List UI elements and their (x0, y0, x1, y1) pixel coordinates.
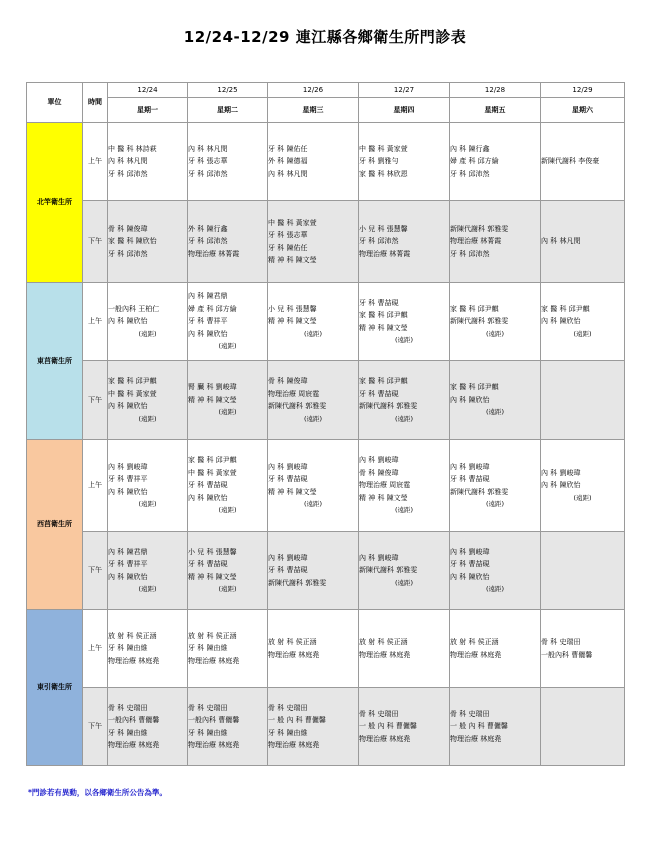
doctor-entry: 牙 科 陳由維 (108, 644, 148, 653)
doctor-entry: 物理治療 周宸霆 (268, 389, 320, 398)
doctor-entry: 精 神 科 陳文瑩 (359, 323, 408, 332)
schedule-cell (541, 361, 625, 440)
doctor-entry: 新陳代謝科 郭雅雯 (359, 402, 418, 410)
date-header: 12/29 (541, 83, 625, 98)
doctor-entry: 物理治療 林菁霞 (188, 249, 240, 258)
schedule-cell (268, 201, 359, 283)
doctor-entry: 家 醫 科 邱尹麒 (359, 311, 408, 319)
date-header: 12/26 (268, 83, 359, 98)
doctor-entry: 新陳代謝科 郭雅雯 (268, 402, 327, 410)
doctor-entry: 骨 科 陳俊瑋 (359, 468, 399, 477)
schedule-cell (268, 440, 359, 532)
schedule-cell (359, 440, 450, 532)
schedule-cell (188, 123, 268, 201)
weekday-header: 星期一 (108, 98, 188, 123)
doctor-entry: 牙 科 曹喆硯 (188, 481, 228, 490)
schedule-row (27, 532, 625, 610)
doctor-entry: 物理治療 林庭堯 (188, 741, 240, 749)
doctor-entry: 中 醫 科 黃家萱 (108, 389, 157, 398)
schedule-cell (541, 610, 625, 688)
doctor-entry: 一 般 內 科 曹儷馨 (450, 722, 508, 731)
remote-note: (遠距) (394, 578, 414, 587)
doctor-entry: 骨 科 史瑞田 (541, 638, 581, 646)
session-time: 下午 (83, 201, 108, 283)
schedule-row (27, 361, 625, 440)
doctor-entry: 腎 臟 科 劉峻瑋 (188, 383, 237, 392)
remote-note: (遠距) (303, 329, 323, 338)
schedule-cell (268, 123, 359, 201)
doctor-entry: 牙 科 陳由維 (188, 644, 228, 653)
schedule-cell (108, 361, 188, 440)
remote-note: (遠距) (138, 329, 157, 338)
doctor-entry: 內 科 陳欣怡 (108, 317, 148, 326)
doctor-entry: 牙 科 陳佑任 (268, 243, 308, 252)
session-time: 上午 (83, 123, 108, 201)
doctor-entry: 牙 科 邱沛然 (359, 237, 399, 246)
doctor-entry: 內 科 林凡閔 (541, 237, 581, 246)
weekday-header: 星期四 (359, 98, 450, 123)
doctor-entry: 物理治療 林菁霞 (450, 237, 502, 246)
schedule-cell (359, 123, 450, 201)
doctor-entry: 精 神 科 陳文瑩 (268, 317, 317, 326)
remote-note: (遠距) (303, 414, 323, 423)
unit-name: 東引衛生所 (27, 610, 83, 766)
unit-name: 北竿衛生所 (27, 123, 83, 283)
doctor-entry: 骨 科 史瑞田 (108, 703, 148, 712)
unit-name: 西莒衛生所 (27, 440, 83, 610)
doctor-entry: 內 科 陳行鑫 (450, 144, 490, 153)
doctor-entry: 精 神 科 陳文瑩 (188, 572, 237, 581)
schedule-row (27, 201, 625, 283)
doctor-entry: 精 神 科 陳文瑩 (268, 256, 317, 264)
schedule-cell (268, 532, 359, 610)
doctor-entry: 內 科 陳欣怡 (108, 487, 148, 496)
doctor-entry: 新陳代謝科 郭雅雯 (450, 224, 509, 233)
doctor-entry: 家 醫 科 邱尹麒 (359, 377, 408, 385)
session-time: 上午 (83, 283, 108, 361)
weekday-header: 星期五 (450, 98, 541, 123)
schedule-cell (108, 283, 188, 361)
remote-note: (遠距) (573, 329, 592, 338)
doctor-entry: 一般內科 曹儷馨 (188, 716, 240, 724)
session-time: 上午 (83, 610, 108, 688)
doctor-entry: 內 科 林凡閔 (108, 157, 148, 166)
doctor-entry: 骨 科 史瑞田 (268, 703, 308, 712)
schedule-cell (359, 688, 450, 766)
doctor-entry: 小 兒 科 張慧馨 (188, 547, 237, 556)
doctor-entry: 牙 科 陳由維 (108, 728, 148, 737)
doctor-entry: 家 醫 科 邱尹麒 (108, 377, 157, 385)
schedule-cell (450, 283, 541, 361)
schedule-cell (359, 610, 450, 688)
doctor-entry: 牙 科 曹祥平 (108, 560, 148, 568)
session-time: 下午 (83, 361, 108, 440)
doctor-entry: 牙 科 曹喆硯 (268, 566, 308, 575)
weekday-header: 星期二 (188, 98, 268, 123)
date-header: 12/28 (450, 83, 541, 98)
doctor-entry: 家 醫 科 邱尹麒 (541, 304, 590, 313)
doctor-entry: 內 科 劉峻瑋 (359, 553, 399, 562)
doctor-entry: 婦 產 科 邱方綸 (188, 304, 237, 313)
schedule-cell (268, 283, 359, 361)
doctor-entry: 新陳代謝科 郭雅雯 (359, 566, 418, 575)
schedule-cell (450, 440, 541, 532)
schedule-cell (359, 201, 450, 283)
doctor-entry: 外 科 陳行鑫 (188, 224, 228, 233)
doctor-entry: 物理治療 林庭堯 (359, 734, 411, 743)
schedule-cell (188, 610, 268, 688)
page-title: 12/24-12/29 連江縣各鄉衛生所門診表 (183, 28, 467, 46)
unit-name: 東莒衛生所 (27, 283, 83, 440)
schedule-row (27, 283, 625, 361)
doctor-entry: 放 射 科 侯正涵 (188, 631, 237, 640)
schedule-cell (541, 283, 625, 361)
doctor-entry: 牙 科 陳佑任 (268, 144, 308, 153)
date-header: 12/25 (188, 83, 268, 98)
doctor-entry: 牙 科 曹祥平 (188, 317, 228, 326)
doctor-entry: 牙 科 邱沛然 (450, 169, 490, 178)
doctor-entry: 內 科 劉峻瑋 (450, 547, 490, 556)
doctor-entry: 內 科 劉峻瑋 (359, 456, 399, 465)
schedule-cell (541, 201, 625, 283)
remote-note: (遠距) (485, 500, 505, 508)
remote-note: (遠距) (303, 500, 323, 508)
schedule-cell (108, 532, 188, 610)
schedule-cell (450, 123, 541, 201)
doctor-entry: 物理治療 林庭堯 (359, 650, 411, 659)
doctor-entry: 骨 科 陳俊瑋 (268, 377, 308, 385)
remote-note: (遠距) (573, 493, 592, 502)
doctor-entry: 物理治療 林庭堯 (268, 741, 320, 749)
schedule-cell (450, 532, 541, 610)
schedule-row (27, 610, 625, 688)
schedule-cell (359, 532, 450, 610)
remote-note: (遠距) (394, 336, 414, 344)
footer-note: *門診若有異動，以各鄉衛生所公告為準。 (28, 788, 167, 797)
schedule-cell (541, 688, 625, 766)
doctor-entry: 物理治療 林庭堯 (108, 741, 160, 749)
doctor-entry: 牙 科 陳由維 (188, 728, 228, 737)
schedule-cell (541, 532, 625, 610)
doctor-entry: 內 科 陳欣怡 (108, 572, 148, 581)
doctor-entry: 物理治療 林庭堯 (268, 650, 320, 659)
doctor-entry: 內 科 陳欣怡 (541, 317, 581, 326)
schedule-cell (359, 283, 450, 361)
schedule-cell (450, 688, 541, 766)
doctor-entry: 家 醫 科 邱尹麒 (188, 456, 237, 465)
doctor-entry: 小 兒 科 張慧馨 (359, 224, 408, 233)
doctor-entry: 牙 科 曹喆硯 (359, 298, 399, 307)
doctor-entry: 中 醫 科 林詩萩 (108, 144, 157, 153)
doctor-entry: 內 科 劉峻瑋 (541, 468, 581, 477)
doctor-entry: 內 科 劉峻瑋 (450, 462, 490, 471)
schedule-cell (108, 440, 188, 532)
remote-note: (遠距) (138, 585, 157, 593)
doctor-entry: 牙 科 曹喆硯 (359, 389, 399, 398)
doctor-entry: 放 射 科 侯正涵 (450, 638, 499, 646)
remote-note: (遠距) (218, 408, 237, 417)
schedule-row (27, 688, 625, 766)
doctor-entry: 牙 科 曹喆硯 (188, 560, 228, 568)
session-time: 下午 (83, 688, 108, 766)
schedule-cell (108, 123, 188, 201)
doctor-entry: 一般內科 王柏仁 (108, 304, 160, 313)
schedule-cell (450, 201, 541, 283)
doctor-entry: 內 科 陳君鼎 (188, 292, 228, 301)
session-time: 下午 (83, 532, 108, 610)
doctor-entry: 一 般 內 科 曹儷馨 (268, 716, 326, 724)
doctor-entry: 放 射 科 侯正涵 (359, 638, 408, 646)
doctor-entry: 內 科 劉峻瑋 (268, 462, 308, 471)
schedule-cell (268, 610, 359, 688)
doctor-entry: 精 神 科 陳文瑩 (268, 487, 317, 496)
doctor-entry: 內 科 劉峻瑋 (108, 462, 148, 471)
doctor-entry: 牙 科 曹喆硯 (268, 475, 308, 483)
doctor-entry: 牙 科 邱沛然 (188, 237, 228, 246)
doctor-entry: 內 科 陳欣怡 (541, 481, 581, 490)
doctor-entry: 物理治療 林庭堯 (450, 734, 502, 743)
remote-note: (遠距) (485, 329, 505, 338)
doctor-entry: 牙 科 邱沛然 (108, 249, 148, 258)
schedule-cell (188, 361, 268, 440)
doctor-entry: 物理治療 林庭堯 (188, 656, 240, 665)
remote-note: (遠距) (138, 414, 157, 423)
unit-column-header: 單位 (27, 83, 83, 123)
doctor-entry: 家 醫 科 邱尹麒 (450, 304, 499, 313)
doctor-entry: 新陳代謝科 郭雅雯 (450, 317, 509, 326)
doctor-entry: 骨 科 史瑞田 (450, 709, 490, 718)
doctor-entry: 家 醫 科 邱尹麒 (450, 383, 499, 392)
doctor-entry: 內 科 陳欣怡 (188, 329, 228, 338)
schedule-cell (188, 532, 268, 610)
doctor-entry: 牙 科 張志華 (188, 157, 228, 166)
doctor-entry: 牙 科 張志華 (268, 231, 308, 239)
schedule-cell (188, 283, 268, 361)
remote-note: (遠距) (394, 506, 414, 515)
doctor-entry: 牙 科 曹喆硯 (450, 560, 490, 568)
doctor-entry: 婦 產 科 邱方綸 (450, 157, 499, 166)
doctor-entry: 家 醫 科 林欣恩 (359, 169, 408, 178)
schedule-cell (268, 361, 359, 440)
doctor-entry: 物理治療 周宸霆 (359, 481, 411, 490)
weekday-header: 星期三 (268, 98, 359, 123)
schedule-cell (108, 201, 188, 283)
remote-note: (遠距) (485, 408, 505, 417)
doctor-entry: 牙 科 曹祥平 (108, 475, 148, 483)
doctor-entry: 牙 科 曹喆硯 (450, 475, 490, 483)
doctor-entry: 新陳代謝科 郭雅雯 (450, 487, 509, 496)
schedule-cell (541, 440, 625, 532)
doctor-entry: 內 科 陳欣怡 (450, 395, 490, 404)
doctor-entry: 物理治療 林庭堯 (450, 650, 502, 659)
doctor-entry: 牙 科 邱沛然 (450, 249, 490, 258)
doctor-entry: 一 般 內 科 曹儷馨 (359, 722, 417, 731)
schedule-cell (108, 610, 188, 688)
remote-note: (遠距) (218, 342, 237, 351)
doctor-entry: 外 科 陳德福 (268, 157, 308, 166)
doctor-entry: 放 射 科 侯正涵 (268, 638, 317, 646)
doctor-entry: 牙 科 劉雅勻 (359, 157, 399, 166)
doctor-entry: 精 神 科 陳文瑩 (188, 395, 237, 404)
schedule-cell (188, 440, 268, 532)
doctor-entry: 內 科 陳欣怡 (188, 493, 228, 502)
doctor-entry: 物理治療 林菁霞 (359, 249, 411, 258)
remote-note: (遠距) (485, 585, 505, 593)
doctor-entry: 內 科 林凡閔 (268, 169, 308, 178)
doctor-entry: 內 科 陳欣怡 (108, 402, 148, 410)
weekday-header: 星期六 (541, 98, 625, 123)
schedule-cell (450, 361, 541, 440)
schedule-cell (188, 688, 268, 766)
remote-note: (遠距) (218, 506, 237, 515)
doctor-entry: 內 科 陳欣怡 (450, 572, 490, 581)
doctor-entry: 新陳代謝科 李俊豪 (541, 157, 600, 166)
schedule-cell (359, 361, 450, 440)
doctor-entry: 中 醫 科 黃家萱 (268, 218, 317, 227)
doctor-entry: 牙 科 陳由維 (268, 728, 308, 737)
doctor-entry: 牙 科 邱沛然 (188, 169, 228, 178)
doctor-entry: 骨 科 陳俊瑋 (108, 224, 148, 233)
doctor-entry: 內 科 劉峻瑋 (268, 553, 308, 562)
doctor-entry: 內 科 陳君鼎 (108, 547, 148, 556)
schedule-row (27, 123, 625, 201)
doctor-entry: 骨 科 史瑞田 (359, 709, 399, 718)
doctor-entry: 小 兒 科 張慧馨 (268, 304, 317, 313)
date-header: 12/24 (108, 83, 188, 98)
doctor-entry: 骨 科 史瑞田 (188, 703, 228, 712)
remote-note: (遠距) (138, 500, 157, 508)
schedule-cell (541, 123, 625, 201)
doctor-entry: 放 射 科 侯正涵 (108, 631, 157, 640)
schedule-cell (268, 688, 359, 766)
doctor-entry: 內 科 林凡閔 (188, 144, 228, 153)
doctor-entry: 牙 科 邱沛然 (108, 169, 148, 178)
doctor-entry: 新陳代謝科 郭雅雯 (268, 578, 327, 587)
doctor-entry: 家 醫 科 陳欣怡 (108, 237, 157, 246)
schedule-cell (188, 201, 268, 283)
session-time: 上午 (83, 440, 108, 532)
doctor-entry: 一般內科 曹儷馨 (108, 716, 160, 724)
remote-note: (遠距) (218, 585, 237, 593)
time-column-header: 時間 (83, 83, 108, 123)
schedule-cell (450, 610, 541, 688)
doctor-entry: 中 醫 科 黃家萱 (359, 144, 408, 153)
schedule-row (27, 440, 625, 532)
doctor-entry: 中 醫 科 黃家萱 (188, 468, 237, 477)
schedule-cell (108, 688, 188, 766)
doctor-entry: 精 神 科 陳文瑩 (359, 493, 408, 502)
doctor-entry: 物理治療 林庭堯 (108, 656, 160, 665)
clinic-schedule-table (26, 82, 625, 766)
date-header: 12/27 (359, 83, 450, 98)
remote-note: (遠距) (394, 414, 414, 423)
doctor-entry: 一般內科 曹儷馨 (541, 650, 593, 659)
